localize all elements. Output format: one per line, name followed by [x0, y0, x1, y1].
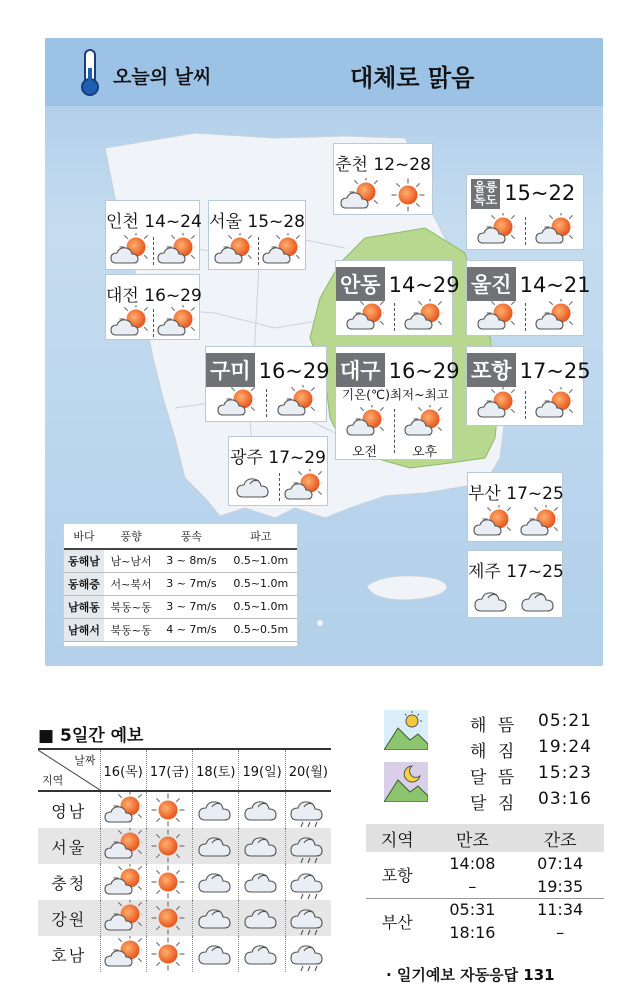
table-row — [366, 898, 604, 921]
forecast-region: 호남 — [51, 945, 87, 965]
forecast-cell — [146, 900, 192, 936]
forecast-region: 서울 — [38, 828, 100, 864]
map-header — [45, 38, 603, 106]
forecast-region: 영남 — [51, 801, 87, 821]
sun-cloud-icon — [217, 385, 255, 419]
tide-region: 포항 — [381, 866, 413, 886]
forecast-cell — [193, 864, 239, 900]
wave-height: 0.5~1.0m — [225, 549, 297, 572]
city-tag: 포항 — [467, 353, 516, 387]
rain-icon — [289, 828, 327, 864]
city-temp: 17~25 — [519, 359, 591, 383]
sun-cloud-icon — [404, 299, 442, 333]
moonset-label: 달 짐 — [470, 794, 518, 814]
high-tide: 14:08 — [449, 854, 496, 873]
sun-icon — [390, 177, 426, 213]
forecast-cell — [239, 864, 285, 900]
high-tide: – — [468, 876, 477, 896]
sea-header-area: 바다 — [64, 524, 104, 549]
city-uljin-label — [467, 267, 591, 301]
forecast-cell — [146, 791, 192, 828]
city-tag: 울진 — [467, 267, 516, 301]
city-name-line1: 울릉 — [474, 180, 498, 194]
wave-height: 0.5~0.5m — [225, 618, 297, 641]
forecast-corner — [38, 749, 100, 791]
am-label: 오전 — [352, 445, 378, 460]
forecast-table — [38, 748, 331, 972]
sun-icon — [150, 936, 188, 972]
city-card-busan — [467, 472, 563, 542]
forecast-region: 충청 — [51, 873, 87, 893]
sun-cloud-icon — [346, 299, 384, 333]
city-temp: 16~29 — [144, 286, 202, 306]
city-card-daejeon — [105, 274, 200, 340]
low-tide: 11:34 — [516, 898, 604, 921]
sunrise-time: 05:21 — [538, 711, 592, 731]
city-busan-label — [468, 479, 562, 504]
city-ulleung-label — [471, 179, 587, 209]
city-andong-label — [336, 267, 460, 301]
wind-dir: 북동~동 — [104, 595, 158, 618]
cloud-icon — [235, 469, 273, 503]
forecast-day: 20(월) — [285, 749, 331, 791]
sun-cloud-icon — [214, 233, 252, 267]
forecast-cell — [146, 828, 192, 864]
sun-cloud-icon — [477, 387, 515, 421]
city-temp: 12~28 — [373, 155, 431, 175]
wind-speed: 3 ~ 7m/s — [158, 595, 224, 618]
cloud-icon — [520, 583, 558, 617]
city-temp: 17~25 — [506, 484, 564, 504]
sun-cloud-icon — [110, 305, 148, 339]
wind-dir: 북동~동 — [104, 618, 158, 641]
table-row — [38, 828, 331, 864]
city-card-gwangju — [228, 436, 328, 506]
sun-cloud-icon — [157, 233, 195, 267]
sun-cloud-icon — [277, 385, 315, 419]
sun-cloud-icon — [535, 299, 573, 333]
sun-cloud-icon — [473, 505, 511, 539]
city-jeju-label — [468, 557, 562, 582]
moonrise-label: 달 뜸 — [470, 768, 518, 788]
cloud-icon — [243, 936, 281, 972]
moonrise-row — [470, 763, 517, 788]
sun-cloud-icon — [104, 936, 142, 972]
sea-header-wave: 파고 — [225, 524, 297, 549]
forecast-day: 16(목) — [100, 749, 146, 791]
city-name: 대전 — [106, 286, 139, 306]
sun-cloud-icon — [104, 900, 142, 936]
cloud-icon — [243, 864, 281, 900]
rain-icon — [289, 900, 327, 936]
sunset-label: 해 짐 — [470, 742, 518, 762]
tide-header-low: 간조 — [516, 824, 604, 852]
low-tide: – — [556, 923, 565, 942]
city-card-gumi — [205, 346, 330, 422]
sun-cloud-icon — [157, 305, 195, 339]
wave-height: 0.5~1.0m — [225, 595, 297, 618]
low-tide: 19:35 — [537, 876, 584, 896]
sun-cloud-icon — [346, 405, 384, 439]
city-temp: 14~24 — [144, 212, 202, 232]
forecast-cell — [100, 864, 146, 900]
table-row — [64, 595, 297, 618]
cloud-icon — [243, 792, 281, 828]
forecast-body — [38, 791, 331, 972]
forecast-day: 17(금) — [146, 749, 192, 791]
forecast-cell — [193, 828, 239, 864]
forecast-cell — [100, 791, 146, 828]
rain-icon — [289, 936, 327, 972]
city-temp: 16~29 — [258, 359, 330, 383]
city-card-incheon — [105, 200, 200, 270]
city-gumi-label — [206, 353, 330, 387]
forecast-day: 18(토) — [193, 749, 239, 791]
sun-cloud-icon — [535, 213, 573, 247]
sea-area: 동해중 — [64, 572, 104, 595]
rain-icon — [289, 864, 327, 900]
forecast-cell — [239, 936, 285, 972]
cloud-icon — [197, 792, 235, 828]
sun-cloud-icon — [104, 864, 142, 900]
moonrise-time: 15:23 — [538, 763, 592, 783]
forecast-cell — [193, 900, 239, 936]
sun-cloud-icon — [110, 233, 148, 267]
tide-region: 부산 — [366, 898, 429, 944]
city-chuncheon-label — [334, 150, 432, 175]
city-temp: 14~21 — [519, 273, 591, 297]
wind-speed: 4 ~ 7m/s — [158, 618, 224, 641]
table-row — [64, 572, 297, 595]
cloud-icon — [243, 900, 281, 936]
city-card-andong — [335, 260, 460, 336]
temp-legend: 기온(℃)최저~최고 — [342, 387, 449, 402]
forecast-cell — [100, 900, 146, 936]
city-card-chuncheon — [333, 143, 433, 215]
city-incheon-label — [106, 207, 202, 232]
forecast-region: 강원 — [38, 900, 100, 936]
forecast-cell — [193, 936, 239, 972]
cloud-icon — [197, 936, 235, 972]
forecast-cell — [285, 828, 331, 864]
footer-hotline: · 일기예보 자동응답 131 — [386, 966, 555, 984]
city-temp: 15~22 — [504, 181, 576, 205]
city-name-line2: 독도 — [474, 193, 498, 207]
table-row — [64, 549, 297, 572]
wind-speed: 3 ~ 8m/s — [158, 549, 224, 572]
wind-dir: 남~남서 — [104, 549, 158, 572]
table-row — [38, 864, 331, 900]
cloud-icon — [197, 900, 235, 936]
forecast-cell — [193, 791, 239, 828]
sea-header-wind-dir: 풍향 — [104, 524, 158, 549]
forecast-day: 19(일) — [239, 749, 285, 791]
forecast-cell — [100, 828, 146, 864]
city-tag — [471, 179, 500, 209]
city-seoul-label — [209, 207, 305, 232]
forecast-cell — [239, 828, 285, 864]
sun-cloud-icon — [104, 792, 142, 828]
rain-icon — [289, 792, 327, 828]
tide-header-region: 지역 — [366, 824, 429, 852]
city-card-seoul — [208, 200, 306, 270]
forecast-title-text: 5일간 예보 — [59, 726, 144, 746]
sea-area: 남해동 — [64, 595, 104, 618]
forecast-cell — [285, 791, 331, 828]
high-tide: 05:31 — [429, 898, 517, 921]
forecast-cell — [239, 900, 285, 936]
city-name: 부산 — [468, 484, 501, 504]
city-card-pohang — [466, 346, 591, 426]
sunset-time: 19:24 — [538, 737, 592, 757]
table-row — [38, 900, 331, 936]
cloud-icon — [243, 828, 281, 864]
sunrise-icon — [384, 710, 428, 750]
city-name: 인천 — [106, 212, 139, 232]
forecast-cell — [285, 900, 331, 936]
moonset-time: 03:16 — [538, 789, 592, 809]
city-tag: 구미 — [206, 353, 255, 387]
city-tag: 대구 — [336, 353, 385, 387]
city-card-jeju — [467, 550, 563, 618]
sun-cloud-icon — [104, 828, 142, 864]
tide-table — [366, 824, 604, 944]
city-name: 광주 — [230, 448, 263, 468]
weather-map-panel — [45, 38, 603, 666]
sunrise-label: 해 뜸 — [470, 716, 518, 736]
city-daegu-label — [336, 353, 460, 387]
sun-icon — [150, 864, 188, 900]
sun-cloud-icon — [262, 233, 300, 267]
low-tide: 07:14 — [537, 854, 584, 873]
moonrise-icon — [384, 762, 428, 802]
city-pohang-label — [467, 353, 591, 387]
city-card-uljin — [466, 260, 591, 336]
sun-cloud-icon — [520, 505, 558, 539]
high-tide: 18:16 — [449, 923, 496, 942]
sea-conditions-table — [63, 523, 298, 647]
city-temp: 17~29 — [268, 448, 326, 468]
city-daejeon-label — [106, 281, 202, 306]
table-row — [38, 791, 331, 828]
sea-header-wind-speed: 풍속 — [158, 524, 224, 549]
forecast-cell — [239, 791, 285, 828]
sea-area: 남해서 — [64, 618, 104, 641]
table-row — [366, 852, 604, 875]
city-gwangju-label — [229, 443, 327, 468]
wind-dir: 서~북서 — [104, 572, 158, 595]
thermometer-icon — [75, 46, 105, 98]
city-name: 제주 — [468, 562, 501, 582]
city-temp: 15~28 — [247, 212, 305, 232]
sun-cloud-icon — [535, 387, 573, 421]
city-name: 서울 — [209, 212, 242, 232]
forecast-cell — [146, 936, 192, 972]
sun-cloud-icon — [340, 178, 378, 212]
sun-icon — [150, 792, 188, 828]
city-temp: 14~29 — [388, 273, 460, 297]
sun-icon — [150, 900, 188, 936]
sunrise-row — [470, 711, 517, 736]
forecast-title: ■ 5일간 예보 — [38, 726, 144, 746]
sun-icon — [150, 828, 188, 864]
sun-cloud-icon — [404, 405, 442, 439]
city-tag: 안동 — [336, 267, 385, 301]
moonset-row — [470, 789, 517, 814]
sunset-row — [470, 737, 517, 762]
city-temp: 17~25 — [506, 562, 564, 582]
sun-cloud-icon — [284, 469, 322, 503]
wind-speed: 3 ~ 7m/s — [158, 572, 224, 595]
sea-area: 동해남 — [64, 549, 104, 572]
corner-date-label: 날짜 — [74, 754, 96, 767]
wave-height: 0.5~1.0m — [225, 572, 297, 595]
forecast-cell — [146, 864, 192, 900]
city-temp: 16~29 — [388, 359, 460, 383]
table-row — [64, 618, 297, 641]
pm-label: 오후 — [412, 445, 438, 460]
forecast-cell — [285, 864, 331, 900]
city-name: 춘천 — [335, 155, 368, 175]
tide-header-high: 만조 — [429, 824, 517, 852]
cloud-icon — [197, 864, 235, 900]
forecast-cell — [100, 936, 146, 972]
cloud-icon — [473, 583, 511, 617]
corner-region-label: 지역 — [42, 774, 64, 787]
table-row — [38, 936, 331, 972]
cloud-icon — [197, 828, 235, 864]
weather-summary: 대체로 맑음 — [350, 64, 475, 92]
sun-cloud-icon — [477, 213, 515, 247]
sun-cloud-icon — [477, 299, 515, 333]
page-title: 오늘의 날씨 — [113, 66, 212, 88]
city-card-ulleung — [466, 174, 584, 250]
city-card-daegu — [335, 346, 460, 460]
forecast-cell — [285, 936, 331, 972]
